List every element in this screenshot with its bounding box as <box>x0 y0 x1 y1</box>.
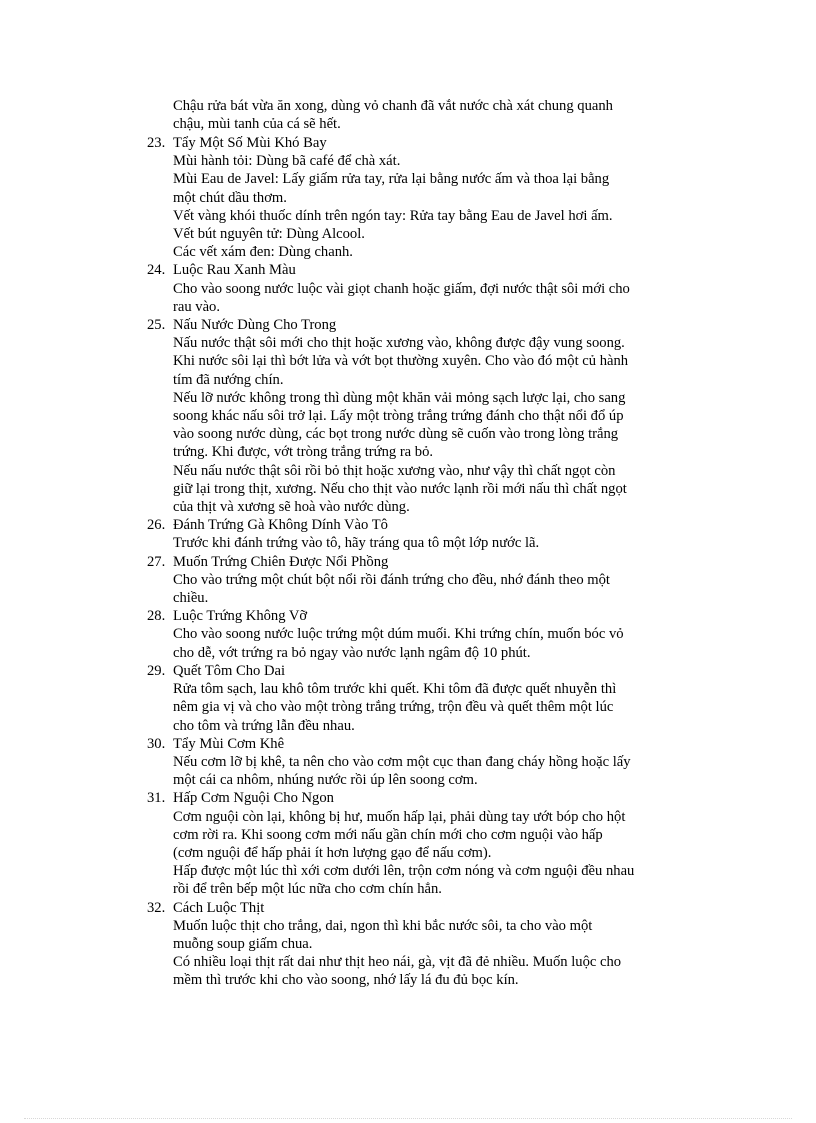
item-body-line: Nếu cơm lỡ bị khê, ta nên cho vào cơm một cục than đang cháy hồng hoặc lấy <box>173 753 631 770</box>
item-title: Muốn Trứng Chiên Được Nổi Phồng <box>173 553 389 570</box>
item-body-line: Rửa tôm sạch, lau khô tôm trước khi quết. Khi tôm đã được quết nhuyễn thì <box>173 681 617 698</box>
item-body-line: muỗng soup giấm chua. <box>173 935 313 952</box>
item-body-line: cơm rời ra. Khi soong cơm mới nấu gần chín mới cho cơm nguội vào hấp <box>173 826 603 843</box>
list-item <box>147 316 707 516</box>
item-title: Luộc Trứng Không Vỡ <box>173 608 308 625</box>
list-item <box>147 789 707 898</box>
item-heading <box>147 316 707 334</box>
item-body-line: Các vết xám đen: Dùng chanh. <box>173 244 353 261</box>
item-body-line: Trước khi đánh trứng vào tô, hãy tráng qua tô một lớp nước lã. <box>173 535 540 552</box>
item-title: Quết Tôm Cho Dai <box>173 662 286 679</box>
list-item <box>147 516 707 552</box>
item-body-line: Khi nước sôi lại thì bớt lửa và vớt bọt thường xuyên. Cho vào đó một củ hành <box>173 353 629 370</box>
item-body-line: rau vào. <box>173 298 221 315</box>
item-body-line: một cái ca nhôm, nhúng nước rồi úp lên soong cơm. <box>173 772 478 789</box>
item-body <box>147 152 707 261</box>
item-heading <box>147 261 707 279</box>
item-body-line: một chút dầu thơm. <box>173 189 287 206</box>
list-item <box>147 134 707 261</box>
item-body <box>147 625 707 661</box>
item-body-line: Nếu lỡ nước không trong thì dùng một khăn vải mỏng sạch lược lại, cho sang <box>173 389 626 406</box>
item-body-line: Cho vào soong nước luộc trứng một dúm muối. Khi trứng chín, muốn bóc vỏ <box>173 626 624 643</box>
item-heading <box>147 553 707 571</box>
intro-line: chậu, mùi tanh của cá sẽ hết. <box>173 116 341 133</box>
item-number: 26. <box>147 517 166 534</box>
item-body-line: Nếu nấu nước thật sôi rồi bỏ thịt hoặc xương vào, như vậy thì chất ngọt còn <box>173 462 616 479</box>
item-heading <box>147 607 707 625</box>
item-body <box>147 680 707 735</box>
item-body-line: giữ lại trong thịt, xương. Nếu cho thịt vào nước lạnh rồi mới nấu thì chất ngọt <box>173 480 627 497</box>
item-title: Tẩy Mùi Cơm Khê <box>173 735 285 752</box>
item-heading <box>147 516 707 534</box>
item-title: Hấp Cơm Nguội Cho Ngon <box>173 790 334 807</box>
item-body-line: cho tôm và trứng lẫn đều nhau. <box>173 717 355 734</box>
item-body <box>147 334 707 516</box>
item-body-line: mềm thì trước khi cho vào soong, nhớ lấy lá đu đủ bọc kín. <box>173 972 519 989</box>
intro-line: Chậu rửa bát vừa ăn xong, dùng vỏ chanh đã vắt nước chà xát chung quanh <box>173 98 613 114</box>
item-number: 27. <box>147 553 166 570</box>
item-body-line: Vết bút nguyên tử: Dùng Alcool. <box>173 226 365 243</box>
item-body-line: rồi để trên bếp một lúc nữa cho cơm chín hẳn. <box>173 881 442 898</box>
item-body-line: soong khác nấu sôi trở lại. Lấy một tròng trắng trứng đánh cho thật nổi đổ úp <box>173 408 624 425</box>
item-title: Tẩy Một Số Mùi Khó Bay <box>173 135 327 151</box>
item-body-line: Cơm nguội còn lại, không bị hư, muốn hấp lại, phải dùng tay ướt bóp cho hột <box>173 808 626 825</box>
item-number: 28. <box>147 608 166 625</box>
item-body <box>147 917 707 990</box>
item-heading <box>147 899 707 917</box>
item-body-line: trứng. Khi được, vớt tròng trắng trứng ra bỏ. <box>173 444 434 461</box>
item-number: 32. <box>147 899 166 916</box>
intro-paragraph <box>173 97 703 133</box>
item-title: Đánh Trứng Gà Không Dính Vào Tô <box>173 517 388 534</box>
item-heading <box>147 134 707 152</box>
item-body <box>147 571 707 607</box>
item-heading <box>147 662 707 680</box>
item-number: 24. <box>147 262 166 279</box>
item-body-line: nêm gia vị và cho vào một tròng trắng trứng, trộn đều và quết thêm một lúc <box>173 699 614 716</box>
item-number: 23. <box>147 135 166 151</box>
item-body-line: Cho vào trứng một chút bột nổi rồi đánh trứng cho đều, nhớ đánh theo một <box>173 571 610 588</box>
item-body-line: Muốn luộc thịt cho trắng, dai, ngon thì khi bắc nước sôi, ta cho vào một <box>173 917 593 934</box>
item-body-line: Mùi Eau de Javel: Lấy giấm rửa tay, rửa lại bằng nước ấm và thoa lại bằng <box>173 171 610 188</box>
list-item <box>147 261 707 316</box>
item-body <box>147 753 707 789</box>
item-heading <box>147 789 707 807</box>
item-body <box>147 534 707 552</box>
item-body-line: Nấu nước thật sôi mới cho thịt hoặc xương vào, không được đậy vung soong. <box>173 335 625 352</box>
item-title: Cách Luộc Thịt <box>173 899 265 916</box>
item-number: 31. <box>147 790 166 807</box>
item-heading <box>147 735 707 753</box>
item-body-line: tím đã nướng chín. <box>173 371 284 388</box>
tips-list <box>147 134 707 990</box>
item-body-line: (cơm nguội để hấp phải ít hơn lượng gạo để nấu cơm). <box>173 844 492 861</box>
item-number: 29. <box>147 662 166 679</box>
item-title: Nấu Nước Dùng Cho Trong <box>173 317 337 334</box>
item-body-line: chiều. <box>173 590 209 607</box>
item-number: 25. <box>147 317 166 334</box>
item-number: 30. <box>147 735 166 752</box>
item-body <box>147 808 707 899</box>
item-body-line: Có nhiều loại thịt rất dai như thịt heo nái, gà, vịt đã đẻ nhiều. Muốn luộc cho <box>173 954 622 971</box>
item-body-line: của thịt và xương sẽ hoà vào nước dùng. <box>173 499 410 516</box>
item-body-line: Cho vào soong nước luộc vài giọt chanh hoặc giấm, đợi nước thật sôi mới cho <box>173 280 630 297</box>
item-body-line: cho dễ, vớt trứng ra bỏ ngay vào nước lạnh ngâm độ 10 phút. <box>173 644 531 661</box>
item-body-line: Hấp được một lúc thì xới cơm dưới lên, trộn cơm nóng và cơm nguội đều nhau <box>173 863 635 880</box>
page-bottom-divider <box>24 1118 792 1119</box>
item-title: Luộc Rau Xanh Màu <box>173 262 296 279</box>
list-item <box>147 899 707 990</box>
list-item <box>147 553 707 608</box>
item-body-line: vào soong nước dùng, các bọt trong nước dùng sẽ cuốn vào trong lòng trắng <box>173 426 619 443</box>
list-item <box>147 735 707 790</box>
list-item <box>147 662 707 735</box>
item-body-line: Vết vàng khói thuốc dính trên ngón tay: Rửa tay bằng Eau de Javel hơi ấm. <box>173 207 613 224</box>
list-item <box>147 607 707 662</box>
item-body <box>147 280 707 316</box>
item-body-line: Mùi hành tỏi: Dùng bã café để chà xát. <box>173 153 401 170</box>
